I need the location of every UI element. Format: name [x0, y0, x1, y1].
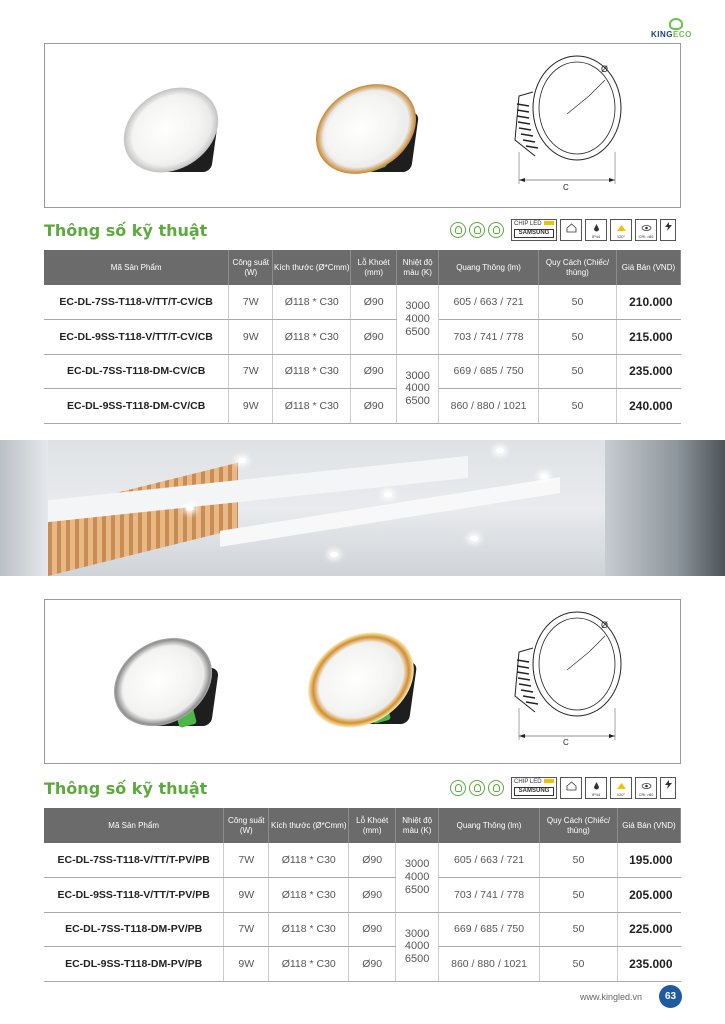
indoor-house-icon — [560, 777, 582, 799]
hole-cell: Ø90 — [349, 843, 396, 878]
cut-label: C — [563, 738, 569, 746]
logo-wordmark: KINGECO — [651, 30, 692, 39]
price-cell: 195.000 — [617, 843, 680, 878]
downlight-gold-image — [307, 62, 422, 192]
cri-eye-icon: CRI >80 — [635, 219, 657, 241]
hole-cell: Ø90 — [351, 354, 397, 389]
beam-angle-icon: 120° — [610, 219, 632, 241]
pack-cell: 50 — [539, 320, 617, 355]
eco-bulb-icon — [488, 222, 504, 238]
brand-logo — [651, 18, 703, 42]
spec-table-2 — [44, 808, 681, 982]
ceiling-install-photo — [0, 440, 725, 576]
page-number-badge: 63 — [659, 985, 682, 1008]
size-cell: Ø118 * C30 — [273, 320, 351, 355]
flux-cell: 860 / 880 / 1021 — [439, 947, 540, 982]
eco-bulb-icon — [488, 780, 504, 796]
product-code: EC-DL-7SS-T118-DM-PV/PB — [44, 912, 224, 947]
header-size: Kích thước (Ø*Cmm) — [273, 250, 351, 285]
power-cell: 9W — [224, 878, 269, 913]
chip-led-badge: CHIP LED SAMSUNG — [511, 777, 557, 799]
voltage-icon — [660, 777, 676, 799]
hole-cell: Ø90 — [351, 389, 397, 424]
power-cell: 7W — [229, 354, 273, 389]
power-cell: 7W — [229, 285, 273, 320]
pack-cell: 50 — [539, 285, 617, 320]
color-temp-cell: 3000 4000 6500 — [397, 285, 439, 354]
table-row — [44, 285, 681, 320]
size-cell: Ø118 * C30 — [273, 389, 351, 424]
product-image-box-2 — [44, 599, 681, 764]
header-pack: Quy Cách (Chiếc/ thùng) — [539, 250, 617, 285]
header-code: Mã Sản Phẩm — [44, 250, 229, 285]
chip-led-badge: CHIP LED SAMSUNG — [511, 219, 557, 241]
ip-rating-icon: IP44 — [585, 777, 607, 799]
header-size: Kích thước (Ø*Cmm) — [269, 808, 349, 843]
indoor-house-icon — [560, 219, 582, 241]
diameter-label: Ø — [601, 620, 609, 630]
size-cell: Ø118 * C30 — [273, 354, 351, 389]
downlight-silver-image — [113, 62, 223, 192]
header-flux: Quang Thông (lm) — [439, 808, 540, 843]
hole-cell: Ø90 — [349, 947, 396, 982]
product-code: EC-DL-9SS-T118-V/TT/T-CV/CB — [44, 320, 229, 355]
table-row — [44, 947, 681, 982]
power-cell: 7W — [224, 843, 269, 878]
price-cell: 210.000 — [616, 285, 680, 320]
price-cell: 215.000 — [616, 320, 680, 355]
dimension-drawing — [505, 52, 625, 192]
power-cell: 9W — [229, 389, 273, 424]
size-cell: Ø118 * C30 — [269, 947, 349, 982]
cut-label: C — [563, 183, 569, 192]
header-temp: Nhiệt độ màu (K) — [396, 808, 439, 843]
flux-cell: 860 / 880 / 1021 — [439, 389, 539, 424]
table-row — [44, 320, 681, 355]
flux-cell: 669 / 685 / 750 — [439, 912, 540, 947]
header-hole: Lỗ Khoét (mm) — [351, 250, 397, 285]
header-code: Mã Sản Phẩm — [44, 808, 224, 843]
price-cell: 240.000 — [616, 389, 680, 424]
table-row — [44, 878, 681, 913]
logo-mark-icon — [669, 18, 683, 30]
pack-cell: 50 — [540, 843, 618, 878]
header-pack: Quy Cách (Chiếc/ thùng) — [540, 808, 618, 843]
power-cell: 9W — [224, 947, 269, 982]
flux-cell: 605 / 663 / 721 — [439, 843, 540, 878]
flux-cell: 669 / 685 / 750 — [439, 354, 539, 389]
eco-bulb-icon — [469, 780, 485, 796]
price-cell: 235.000 — [617, 947, 680, 982]
color-temp-cell: 3000 4000 6500 — [397, 354, 439, 423]
product-code: EC-DL-7SS-T118-V/TT/T-PV/PB — [44, 843, 224, 878]
dimension-drawing — [505, 606, 625, 746]
feature-badges-2 — [450, 773, 676, 803]
diameter-label: Ø — [601, 64, 609, 74]
pack-cell: 50 — [539, 389, 617, 424]
power-cell: 9W — [229, 320, 273, 355]
size-cell: Ø118 * C30 — [269, 878, 349, 913]
price-cell: 225.000 — [617, 912, 680, 947]
pack-cell: 50 — [540, 912, 618, 947]
product-code: EC-DL-9SS-T118-DM-CV/CB — [44, 389, 229, 424]
spec-table-1 — [44, 250, 681, 424]
header-hole: Lỗ Khoét (mm) — [349, 808, 396, 843]
header-flux: Quang Thông (lm) — [439, 250, 539, 285]
power-cell: 7W — [224, 912, 269, 947]
header-price: Giá Bán (VND) — [616, 250, 680, 285]
voltage-icon — [660, 219, 676, 241]
header-power: Công suất (W) — [229, 250, 273, 285]
flux-cell: 703 / 741 / 778 — [439, 320, 539, 355]
section-title-2: Thông số kỹ thuật — [44, 779, 208, 798]
table-row — [44, 843, 681, 878]
table-row — [44, 912, 681, 947]
website-link[interactable]: www.kingled.vn — [580, 992, 643, 1002]
price-cell: 205.000 — [617, 878, 680, 913]
flux-cell: 703 / 741 / 778 — [439, 878, 540, 913]
table-row — [44, 354, 681, 389]
size-cell: Ø118 * C30 — [273, 285, 351, 320]
header-price: Giá Bán (VND) — [617, 808, 680, 843]
hole-cell: Ø90 — [349, 878, 396, 913]
hole-cell: Ø90 — [351, 285, 397, 320]
downlight-silver-image — [107, 614, 222, 749]
size-cell: Ø118 * C30 — [269, 912, 349, 947]
color-temp-cell: 3000 4000 6500 — [396, 843, 439, 912]
eco-bulb-icon — [450, 222, 466, 238]
header-power: Công suất (W) — [224, 808, 269, 843]
color-temp-cell: 3000 4000 6500 — [396, 912, 439, 981]
beam-angle-icon: 120° — [610, 777, 632, 799]
pack-cell: 50 — [540, 878, 618, 913]
eco-bulb-icon — [469, 222, 485, 238]
eco-bulb-icon — [450, 780, 466, 796]
pack-cell: 50 — [540, 947, 618, 982]
hole-cell: Ø90 — [351, 320, 397, 355]
header-temp: Nhiệt độ màu (K) — [397, 250, 439, 285]
size-cell: Ø118 * C30 — [269, 843, 349, 878]
product-code: EC-DL-7SS-T118-V/TT/T-CV/CB — [44, 285, 229, 320]
table-row — [44, 389, 681, 424]
hole-cell: Ø90 — [349, 912, 396, 947]
downlight-gold-image — [301, 610, 421, 750]
flux-cell: 605 / 663 / 721 — [439, 285, 539, 320]
cri-eye-icon: CRI >80 — [635, 777, 657, 799]
ip-rating-icon: IP44 — [585, 219, 607, 241]
feature-badges-1 — [450, 215, 676, 245]
price-cell: 235.000 — [616, 354, 680, 389]
product-code: EC-DL-9SS-T118-DM-PV/PB — [44, 947, 224, 982]
product-image-box-1 — [44, 43, 681, 208]
product-code: EC-DL-9SS-T118-V/TT/T-PV/PB — [44, 878, 224, 913]
pack-cell: 50 — [539, 354, 617, 389]
product-code: EC-DL-7SS-T118-DM-CV/CB — [44, 354, 229, 389]
section-title-1: Thông số kỹ thuật — [44, 221, 208, 240]
